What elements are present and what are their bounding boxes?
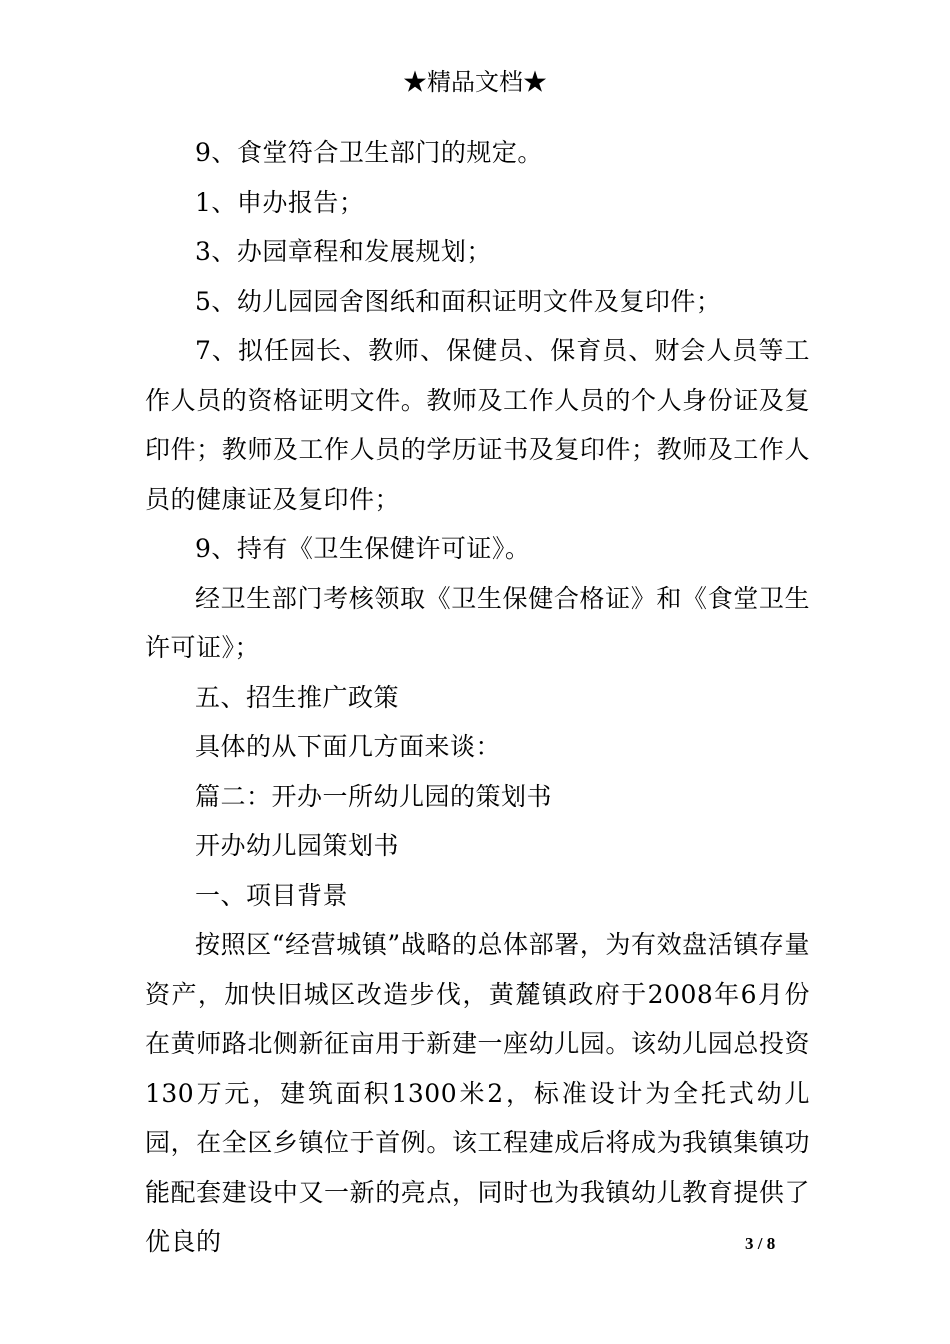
paragraph-7: 经卫生部门考核领取《卫生保健合格证》和《食堂卫生许可证》；	[145, 583, 810, 662]
paragraph-8: 具体的从下面几方面来谈：	[195, 732, 502, 761]
section-heading-5: 五、招生推广政策	[195, 682, 400, 712]
paragraph-5: 7、拟任园长、教师、保健员、保育员、财会人员等工作人员的资格证明文件。教师及工作人员的个人身份证及复印件；教师及工作人员的学历证书及复印件；教师及工作人员的健康证及复印件；	[145, 336, 810, 514]
page-number: 3 / 8	[745, 1234, 776, 1253]
chapter-title: 篇二：开办一所幼儿园的策划书	[195, 781, 553, 811]
paragraph-2: 1、申办报告；	[195, 187, 365, 217]
document-header: ★精品文档★	[403, 68, 547, 96]
document-title: 开办幼儿园策划书	[195, 831, 400, 860]
paragraph-4: 5、幼儿园园舍图纸和面积证明文件及复印件；	[195, 286, 722, 316]
paragraph-6: 9、持有《卫生保健许可证》。	[195, 534, 531, 563]
paragraph-9: 按照区“经营城镇”战略的总体部署，为有效盘活镇存量资产，加快旧城区改造步伐，黄麓镇政府于2008年6月份在黄师路北侧新征亩用于新建一座幼儿园。该幼儿园总投资130万元，建筑面积1300米2，标准设计为全托式幼儿园，在全区乡镇位于首例。该工程建成后将成为我镇集镇功能配套建设中又一新的亮点，同时也为我镇幼儿教育提供了优良的	[145, 930, 810, 1256]
section-heading-1: 一、项目背景	[195, 880, 349, 910]
paragraph-3: 3、办园章程和发展规划；	[195, 237, 492, 266]
paragraph-1: 9、食堂符合卫生部门的规定。	[195, 138, 543, 167]
document-body	[145, 128, 810, 1267]
